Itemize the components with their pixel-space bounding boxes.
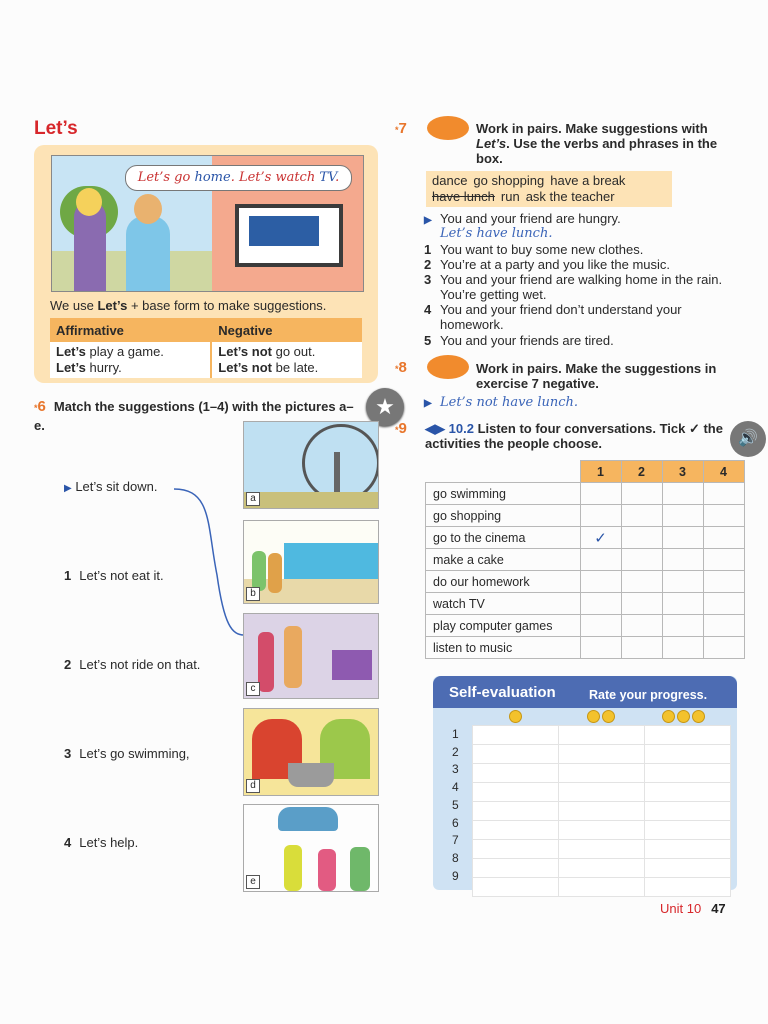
table-row: watch TV: [426, 593, 745, 615]
picture-b-pool: [243, 520, 379, 604]
tick-icon: ✓: [580, 527, 621, 549]
picture-e-car: [243, 804, 379, 892]
table-row: listen to music: [426, 637, 745, 659]
star-icon[interactable]: ★: [366, 388, 404, 426]
table-row: go swimming: [426, 483, 745, 505]
ex7-example-answer: Let’s have lunch.: [440, 226, 553, 241]
word-box: dance go shopping have a break have lunch run ask the teacher: [426, 171, 672, 207]
table-row: play computer games: [426, 615, 745, 637]
self-eval-row-numbers: 1 2 3 4 5 6 7 8 9: [452, 727, 459, 883]
speaking-icon: [427, 116, 469, 140]
ex7-item-5: 5 You and your friends are tired.: [424, 333, 614, 348]
speaker-icon[interactable]: 🔊: [730, 421, 766, 457]
col-2: 2: [621, 461, 662, 483]
page-footer: Unit 10 47: [660, 901, 726, 916]
ex6-item-4: 4 Let’s help.: [64, 835, 139, 850]
ex7-item-3: 3 You and your friend are walking home in the rain. You’re getting wet.: [424, 272, 723, 302]
col-1: 1: [580, 461, 621, 483]
ex7-instruction: Work in pairs. Make suggestions with Let’s. Use the verbs and phrases in the box.: [476, 121, 718, 166]
audio-play-icon[interactable]: ◀▶: [425, 421, 445, 436]
ex9-number: *9: [395, 420, 407, 437]
col-3: 3: [662, 461, 703, 483]
ex7-item-1: 1 You want to buy some new clothes.: [424, 242, 644, 257]
ex9-instruction: ◀▶ 10.2 Listen to four conversations. Tick ✓ the activities the people choose.: [425, 421, 723, 451]
page-title: Let’s: [34, 118, 78, 139]
ex6-item-1: 1 Let’s not eat it.: [64, 568, 164, 583]
ex6-item-3: 3 Let’s go swimming,: [64, 746, 190, 761]
table-row: go shopping: [426, 505, 745, 527]
ex7-item-2: 2 You’re at a party and you like the music.: [424, 257, 671, 272]
speech-bubble: Let’s go home. Let’s watch TV.: [125, 165, 352, 191]
self-eval-grid[interactable]: [472, 725, 731, 897]
picture-a-ferris-wheel: [243, 421, 379, 509]
match-line: [172, 485, 252, 645]
col-negative: Negative: [211, 318, 362, 342]
ex7-number: *7: [395, 120, 407, 137]
ex6-item-2: 2 Let’s not ride on that.: [64, 657, 201, 672]
table-row: make a cake: [426, 549, 745, 571]
activities-table: [425, 460, 745, 659]
speaking-icon: [427, 355, 469, 379]
picture-c-shopping: [243, 613, 379, 699]
table-row: go to the cinema ✓: [426, 527, 745, 549]
ex8-number: *8: [395, 359, 407, 376]
ex7-item-4: 4 You and your friend don’t understand your homework.: [424, 302, 682, 332]
col-affirmative: Affirmative: [50, 318, 211, 342]
ex6-example: ▶ Let’s sit down.: [64, 479, 158, 494]
picture-label-b: b: [246, 587, 260, 601]
table-row: do our homework: [426, 571, 745, 593]
col-4: 4: [703, 461, 744, 483]
self-evaluation-header: Self-evaluation Rate your progress.: [433, 676, 737, 708]
tv-image: [249, 216, 319, 246]
picture-label-e: e: [246, 875, 260, 889]
ex7-example: ▶ You and your friend are hungry.: [424, 211, 621, 226]
picture-label-c: c: [246, 682, 260, 696]
picture-d-cooking: [243, 708, 379, 796]
ex6-instruction: *6 Match the suggestions (1–4) with the pictures a–e.: [34, 398, 354, 433]
grammar-table: Affirmative Negative Let’s play a game. Let’s hurry. Let’s not go out. Let’s not be late.: [50, 318, 362, 378]
grammar-rule: We use Let’s + base form to make suggestions.: [50, 298, 327, 313]
picture-label-d: d: [246, 779, 260, 793]
picture-label-a: a: [246, 492, 260, 506]
ex8-example: ▶ Let’s not have lunch.: [424, 395, 579, 410]
ex8-instruction: Work in pairs. Make the suggestions in exercise 7 negative.: [476, 361, 717, 391]
